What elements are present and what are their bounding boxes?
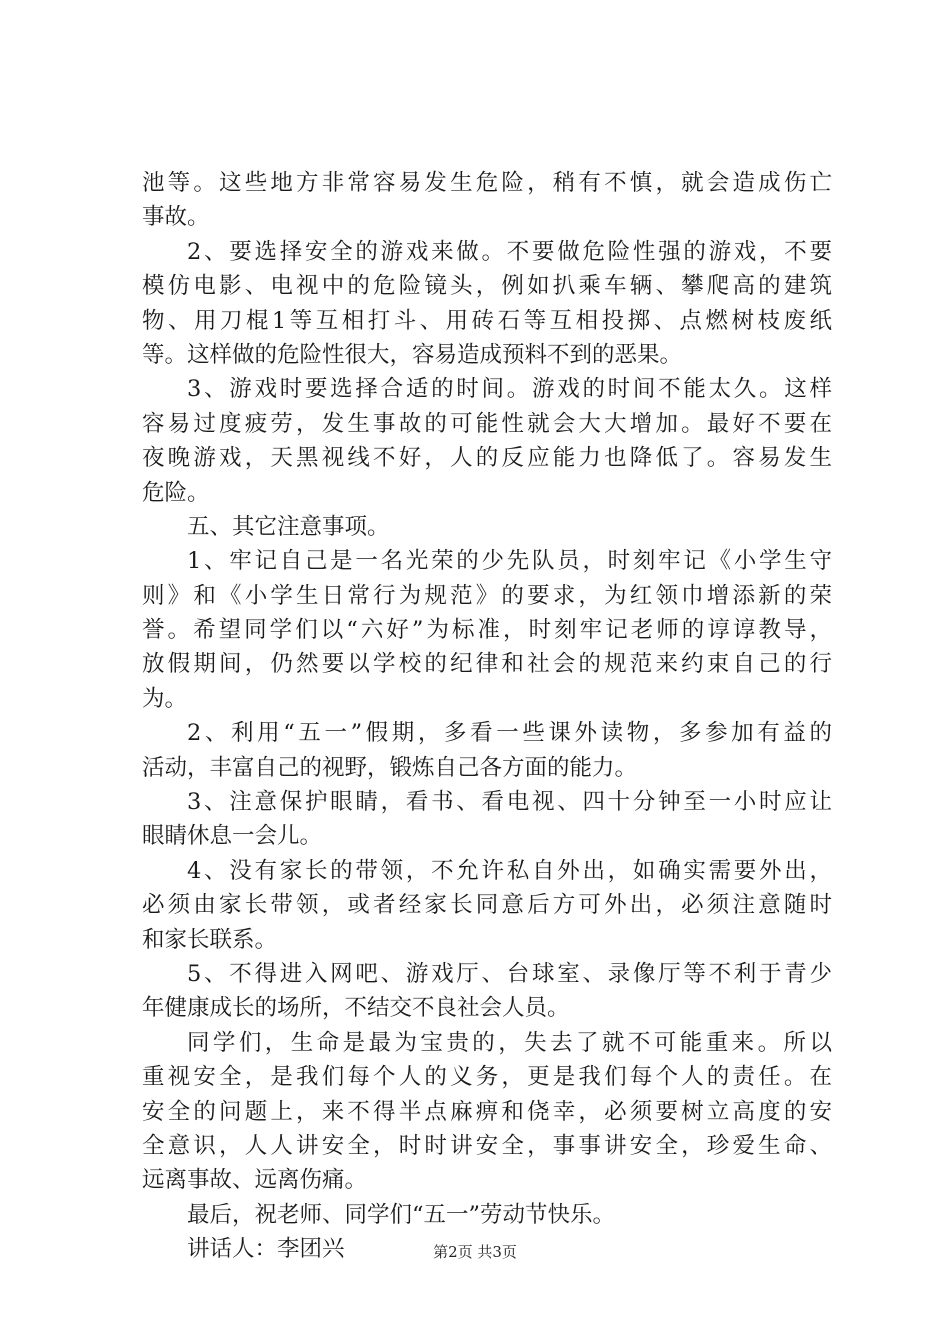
text-line: 活动，丰富自己的视野，锻炼自己各方面的能力。 [142,754,638,781]
text-line: 夜晚游戏，天黑视线不好，人的反应能力也降低了。容易发生 [142,445,832,472]
text-line: 重视安全，是我们每个人的义务，更是我们每个人的责任。在 [142,1064,832,1091]
text-line: 眼睛休息一会儿。 [142,823,323,850]
text-line: 2、利用“五一”假期，多看一些课外读物，多参加有益的 [187,720,832,747]
text-line: 全意识，人人讲安全，时时讲安全，事事讲安全，珍爱生命、 [142,1132,832,1159]
text-line: 必须由家长带领，或者经家长同意后方可外出，必须注意随时 [142,892,832,919]
text-line: 则》和《小学生日常行为规范》的要求，为红领巾增添新的荣 [142,582,832,609]
text-line: 1、牢记自己是一名光荣的少先队员，时刻牢记《小学生守 [187,548,832,575]
text-line: 安全的问题上，来不得半点麻痹和侥幸，必须要树立高度的安 [142,1098,832,1125]
text-line: 容易过度疲劳，发生事故的可能性就会大大增加。最好不要在 [142,410,832,437]
text-line: 危险。 [142,479,210,506]
text-line: 2、要选择安全的游戏来做。不要做危险性强的游戏，不要 [187,238,832,265]
text-line: 年健康成长的场所，不结交不良社会人员。 [142,995,570,1022]
text-line: 五、其它注意事项。 [187,513,390,540]
text-line: 远离事故、远离伤痛。 [142,1167,368,1194]
text-line: 誉。希望同学们以“六好”为标准，时刻牢记老师的谆谆教导， [142,617,832,644]
page-footer: 第2页 共3页 [433,1243,517,1261]
text-line: 物、用刀棍1等互相打斗、用砖石等互相投掷、点燃树枝废纸 [142,307,832,334]
text-line: 等。这样做的危险性很大，容易造成预料不到的恶果。 [142,341,683,368]
document-body [142,166,832,1267]
text-line: 同学们，生命是最为宝贵的，失去了就不可能重来。所以 [187,1029,832,1056]
text-line: 5、不得进入网吧、游戏厅、台球室、录像厅等不利于青少 [187,960,832,987]
text-line: 模仿电影、电视中的危险镜头，例如扒乘车辆、攀爬高的建筑 [142,273,832,300]
text-line: 3、注意保护眼睛，看书、看电视、四十分钟至一小时应让 [187,789,832,816]
text-line: 放假期间，仍然要以学校的纪律和社会的规范来约束自己的行 [142,651,832,678]
text-line: 和家长联系。 [142,926,278,953]
text-line: 3、游戏时要选择合适的时间。游戏的时间不能太久。这样 [187,376,832,403]
text-line: 为。 [142,685,188,712]
text-line: 池等。这些地方非常容易发生危险，稍有不慎，就会造成伤亡 [142,170,832,196]
text-line: 4、没有家长的带领，不允许私自外出，如确实需要外出， [187,857,832,884]
text-line: 事故。 [142,204,210,231]
text-line: 讲话人：李团兴 [187,1236,345,1263]
text-line: 最后，祝老师、同学们“五一”劳动节快乐。 [187,1201,616,1228]
